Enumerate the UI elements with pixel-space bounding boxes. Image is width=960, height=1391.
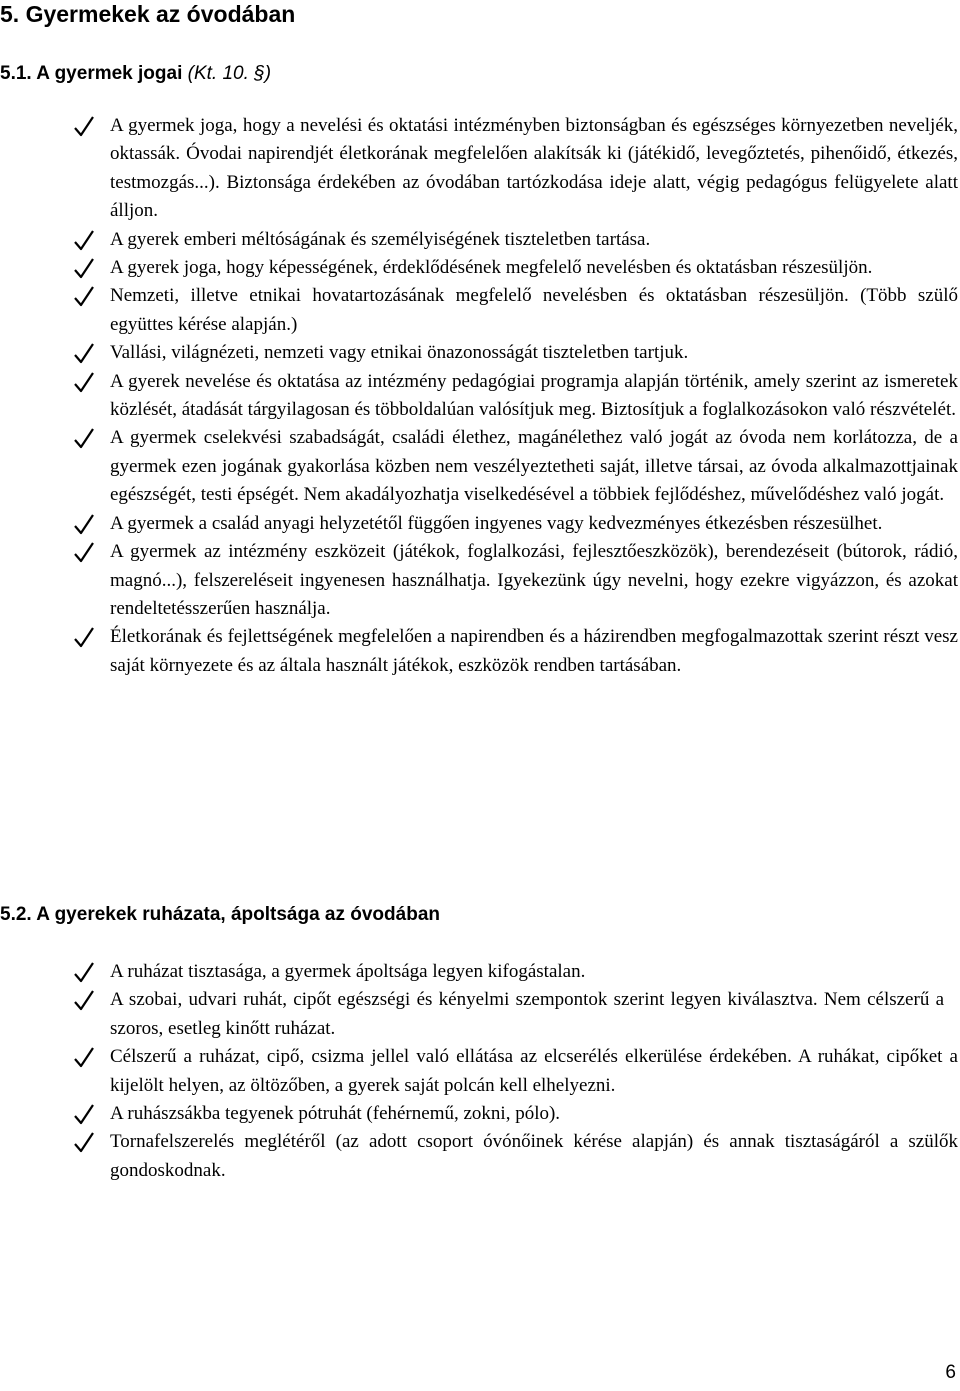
section-title: A gyerekek ruházata, ápoltsága az óvodában [36,904,440,925]
check-icon [73,1045,95,1069]
section-number: 5.1. [0,63,32,84]
rights-list [0,112,958,680]
section-title: A gyermek jogai [36,63,183,84]
list-item-text: Célszerű a ruházat, cipő, csizma jellel való ellátása az elcserélés elkerülése érdekében. A ruhákat, cipőket a kijelölt helyen, az öltözőben, a gyerek saját polcán kell elhelyezni. [110,1046,958,1096]
list-item-text: A ruhászsákba tegyenek pótruhát (fehérnemű, zokni, pólo). [110,1103,561,1125]
list-item [0,986,958,1043]
list-item [0,339,958,367]
list-item [0,368,958,425]
clothing-list [0,958,958,1185]
list-item-text: A ruházat tisztasága, a gyermek ápoltsága legyen kifogástalan. [110,961,586,982]
law-reference: (Kt. 10. §) [187,63,272,84]
check-icon [73,284,95,308]
check-icon [73,114,95,138]
list-item [0,424,958,509]
section-heading-5-2 [0,903,440,927]
list-item-text: A gyerek emberi méltóságának és személyiségének tiszteletben tartása. [110,228,651,250]
list-item [0,623,958,680]
check-icon [73,370,95,394]
check-icon [73,1130,95,1154]
list-item [0,958,958,986]
check-icon [73,960,95,984]
check-icon [73,1102,95,1126]
list-item-text: A szobai, udvari ruhát, cipőt egészségi és kényelmi szempontok szerint legyen kiválasztva. Nem célszerű a szoros, esetleg kinőtt ruházat. [110,989,944,1039]
list-item-text: A gyermek az intézmény eszközeit (játékok, foglalkozási, fejlesztőeszközök), berendezéseit (bútorok, rádió, magnó...), felszereléseit ingyenesen használhatja. Igyekezünk úgy nevelni, hogy ezekre vigyázzon, és azokat rendeltetésszerűen használja. [110,541,958,619]
list-item-text: Életkorának és fejlettségének megfelelően a napirendben és a házirendben megfogalmazottak szerint részt vesz saját környezete és az általa használt játékok, eszközök rendben tartásában. [110,626,958,676]
chapter-heading: 5. Gyermekek az óvodában [0,1,296,27]
list-item [0,282,958,339]
list-item-text: A gyermek joga, hogy a nevelési és oktatási intézményben biztonságban és egészséges környezetben neveljék, oktassák. Óvodai napirendjét életkorának megfelelően alakítsák ki (játékidő, levegőztetés, pihenőidő, étkezés, testmozgás...). Biztonsága érdekében az óvodában tartózkodása ideje alatt, végig pedagógus felügyelete alatt álljon. [110,115,958,222]
list-item [0,1043,958,1100]
check-icon [73,512,95,536]
list-item-text: Vallási, világnézeti, nemzeti vagy etnikai önazonosságát tiszteletben tartjuk. [110,342,689,364]
list-item [0,112,958,226]
check-icon [73,228,95,252]
check-icon [73,540,95,564]
page-number: 6 [945,1362,956,1383]
check-icon [73,341,95,365]
section-heading-5-1 [0,62,271,86]
list-item-text: Nemzeti, illetve etnikai hovatartozásának megfelelő nevelésben és oktatásban részesüljön. (Több szülő együttes kérése alapján.) [110,285,958,335]
list-item [0,254,958,282]
list-item [0,226,958,254]
list-item-text: A gyerek joga, hogy képességének, érdeklődésének megfelelő nevelésben és oktatásban részesüljön. [110,257,873,279]
list-item [0,538,958,623]
check-icon [73,426,95,450]
list-item-text: Tornafelszerelés meglétéről (az adott csoport óvónőinek kérése alapján) és annak tisztaságáról a szülők gondoskodnak. [110,1131,958,1181]
list-item [0,1128,958,1185]
check-icon [73,625,95,649]
list-item-text: A gyermek a család anyagi helyzetétől függően ingyenes vagy kedvezményes étkezésben részesülhet. [110,512,883,534]
list-item-text: A gyermek cselekvési szabadságát, családi élethez, magánélethez való jogát az óvoda nem korlátozza, de a gyermek ezen jogának gyakorlása közben nem veszélyeztetheti saját, illetve társai, az óvoda alkalmazottjainak egészségét, testi épségét. Nem akadályozhatja viselkedésével a többiek fejlődéshez, művelődéshez való jogát. [110,427,958,506]
check-icon [73,988,95,1012]
list-item [0,510,958,538]
list-item [0,1100,958,1128]
check-icon [73,256,95,280]
section-number: 5.2. [0,904,32,925]
list-item-text: A gyerek nevelése és oktatása az intézmény pedagógiai programja alapján történik, amely szerint az ismeretek közlését, átadását tárgyilagosan és többoldalúan valósítjuk meg. Biztosítjuk a foglalkozásokon való részvételét. [110,370,958,421]
